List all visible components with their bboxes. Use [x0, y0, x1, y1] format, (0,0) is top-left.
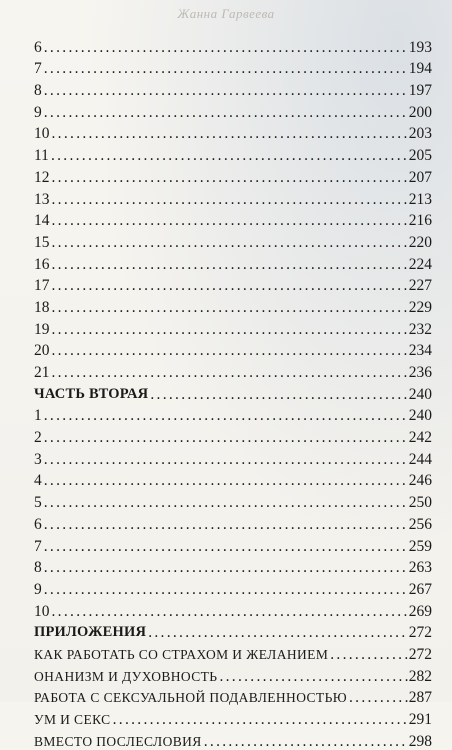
toc-entry	[34, 641, 432, 663]
toc-page-number: 216	[408, 212, 432, 230]
toc-entry-label: ВМЕСТО ПОСЛЕСЛОВИЯ	[34, 733, 202, 749]
toc-entry-label: 19	[34, 320, 50, 338]
toc-entry-label: 13	[34, 190, 50, 208]
toc-page-number: 267	[408, 580, 432, 598]
dot-leader	[44, 407, 408, 424]
dot-leader	[52, 321, 408, 338]
toc-page-number: 263	[408, 559, 432, 577]
toc-page-number: 207	[408, 168, 432, 186]
table-of-contents	[34, 34, 432, 750]
dot-leader	[44, 104, 408, 121]
toc-entry	[34, 99, 432, 121]
dot-leader	[44, 581, 408, 598]
toc-page-number: 287	[408, 689, 432, 707]
toc-entry-label: 8	[34, 559, 42, 577]
toc-entry	[34, 663, 432, 685]
toc-page-number: 197	[408, 82, 432, 100]
toc-entry	[34, 685, 432, 707]
toc-entry-label: 20	[34, 342, 50, 360]
toc-entry	[34, 273, 432, 295]
toc-entry	[34, 533, 432, 555]
dot-leader	[44, 60, 408, 77]
toc-entry	[34, 359, 432, 381]
toc-entry	[34, 338, 432, 360]
toc-entry-label: 1	[34, 407, 42, 425]
toc-entry-label: РАБОТА С СЕКСУАЛЬНОЙ ПОДАВЛЕННОСТЬЮ	[34, 690, 347, 706]
running-head: Жанна Гарвеева	[177, 6, 275, 21]
toc-page-number: 229	[408, 298, 432, 316]
toc-entry	[34, 186, 432, 208]
toc-page-number: 256	[408, 515, 432, 533]
toc-entry-label: 10	[34, 602, 50, 620]
toc-page-number: 259	[408, 537, 432, 555]
dot-leader	[44, 451, 408, 468]
toc-entry	[34, 121, 432, 143]
toc-entry-label: 2	[34, 429, 42, 447]
toc-entry-label: 10	[34, 125, 50, 143]
dot-leader	[52, 277, 408, 294]
toc-entry-label: 16	[34, 255, 50, 273]
toc-page-number: 234	[408, 342, 432, 360]
toc-entry	[34, 229, 432, 251]
toc-entry-label: ОНАНИЗМ И ДУХОВНОСТЬ	[34, 668, 218, 684]
toc-page-number: 205	[408, 147, 432, 165]
toc-entry	[34, 251, 432, 273]
dot-leader	[44, 429, 408, 446]
toc-page-number: 220	[408, 233, 432, 251]
toc-page-number: 203	[408, 125, 432, 143]
toc-page-number: 194	[408, 60, 432, 78]
toc-entry-label: УМ И СЕКС	[34, 712, 111, 727]
toc-entry-label: КАК РАБОТАТЬ СО СТРАХОМ И ЖЕЛАНИЕМ	[34, 646, 329, 662]
toc-entry-label: 18	[34, 298, 50, 316]
dot-leader	[52, 191, 408, 208]
toc-entry-label: 7	[34, 537, 42, 555]
dot-leader	[52, 603, 408, 620]
toc-entry	[34, 511, 432, 533]
dot-leader	[52, 364, 408, 381]
dot-leader	[44, 39, 408, 56]
toc-entry	[34, 34, 432, 56]
dot-leader	[52, 342, 408, 359]
toc-page-number: 244	[408, 450, 432, 468]
dot-leader	[44, 472, 408, 489]
toc-page-number: 250	[408, 494, 432, 512]
toc-entry	[34, 142, 432, 164]
toc-page-number: 232	[408, 320, 432, 338]
toc-page-number: 213	[408, 190, 432, 208]
toc-entry	[34, 468, 432, 490]
toc-entry-label: 8	[34, 82, 42, 100]
dot-leader	[148, 624, 408, 641]
toc-entry-label: ЧАСТЬ ВТОРАЯ	[34, 385, 149, 402]
toc-page-number: 193	[408, 38, 432, 56]
toc-page-number: 246	[408, 472, 432, 490]
toc-page-number: 236	[408, 364, 432, 381]
toc-page-number: 291	[408, 711, 432, 728]
toc-page-number: 240	[408, 407, 432, 425]
toc-entry	[34, 424, 432, 446]
toc-entry	[34, 728, 432, 750]
dot-leader	[52, 212, 408, 229]
dot-leader	[150, 386, 407, 403]
dot-leader	[349, 689, 408, 706]
dot-leader	[44, 82, 408, 99]
toc-entry	[34, 294, 432, 316]
dot-leader	[52, 234, 408, 251]
toc-entry-label: 6	[34, 38, 42, 56]
dot-leader	[219, 668, 407, 685]
toc-entry-label: 3	[34, 450, 42, 468]
dot-leader	[52, 169, 408, 186]
toc-entry	[34, 555, 432, 577]
toc-entry	[34, 446, 432, 468]
toc-entry	[34, 77, 432, 99]
toc-entry-label: 14	[34, 212, 50, 230]
dot-leader	[204, 733, 408, 750]
toc-entry-label: 4	[34, 472, 42, 490]
dot-leader	[52, 299, 408, 316]
toc-page-number: 200	[408, 103, 432, 121]
toc-page-number: 282	[408, 667, 432, 685]
toc-entry-label: 6	[34, 515, 42, 533]
toc-entry-label: 5	[34, 494, 42, 512]
toc-entry-label: 15	[34, 233, 50, 251]
dot-leader	[44, 494, 408, 511]
toc-entry-label: 9	[34, 103, 42, 121]
toc-entry	[34, 598, 432, 620]
dot-leader	[44, 559, 408, 576]
toc-page-number: 272	[408, 645, 432, 663]
toc-entry	[34, 208, 432, 230]
toc-page-number: 224	[408, 255, 432, 273]
toc-entry-label: 11	[34, 147, 49, 165]
toc-entry-label: ПРИЛОЖЕНИЯ	[34, 624, 147, 641]
dot-leader	[44, 538, 408, 555]
toc-section-heading	[34, 381, 432, 403]
toc-entry	[34, 316, 432, 338]
dot-leader	[330, 646, 408, 663]
toc-page-number: 240	[408, 385, 432, 403]
dot-leader	[52, 256, 408, 273]
toc-entry-label: 12	[34, 168, 50, 186]
toc-entry	[34, 706, 432, 728]
toc-page-number: 298	[408, 732, 432, 750]
toc-entry-label: 7	[34, 60, 42, 78]
toc-page-number: 242	[408, 429, 432, 447]
toc-entry	[34, 576, 432, 598]
dot-leader	[52, 125, 408, 142]
dot-leader	[44, 516, 408, 533]
toc-entry	[34, 56, 432, 78]
toc-entry-label: 9	[34, 580, 42, 598]
toc-section-heading	[34, 620, 432, 642]
toc-entry-label: 21	[34, 364, 50, 381]
toc-entry	[34, 489, 432, 511]
dot-leader	[51, 147, 408, 164]
toc-page-number: 269	[408, 602, 432, 620]
toc-entry-label: 17	[34, 277, 50, 295]
dot-leader	[113, 711, 408, 728]
toc-page-number: 227	[408, 277, 432, 295]
toc-page-number: 272	[408, 624, 432, 642]
toc-entry	[34, 403, 432, 425]
toc-entry	[34, 164, 432, 186]
